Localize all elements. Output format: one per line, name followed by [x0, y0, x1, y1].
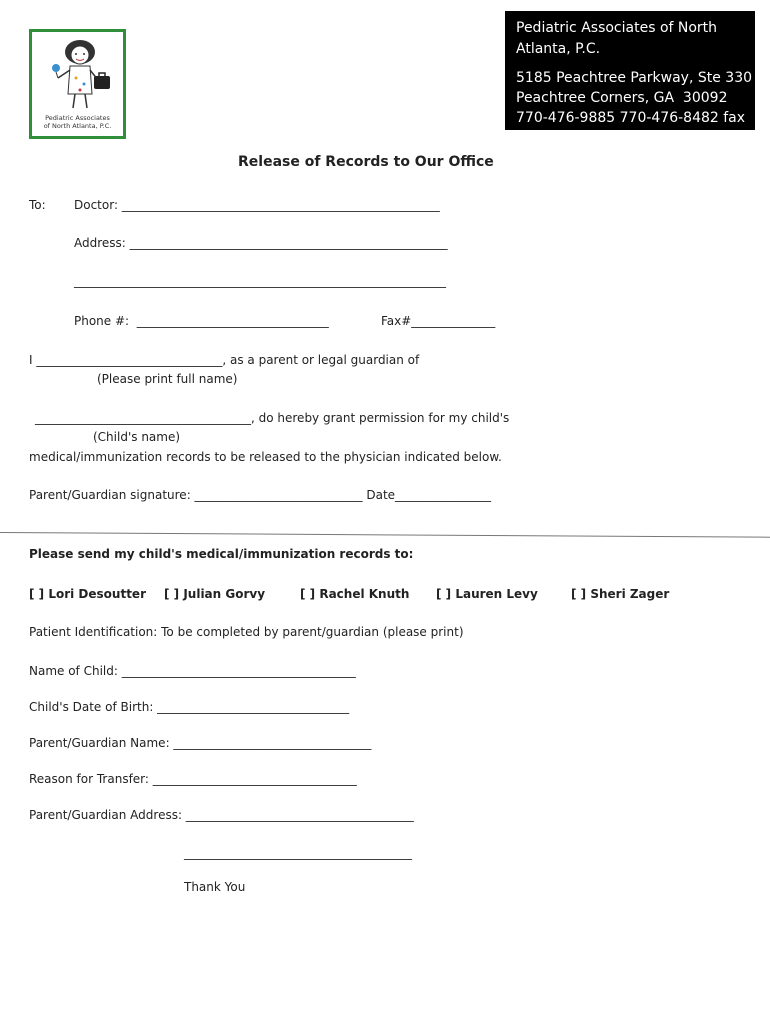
release-statement: medical/immunization records to be released to the physician indicated below.	[29, 450, 502, 464]
address-continued-field[interactable]: ______________________________________________________________	[74, 274, 446, 288]
transfer-reason-field[interactable]: Reason for Transfer: __________________________________	[29, 772, 357, 786]
logo-text	[32, 114, 123, 130]
physician-checkbox-desoutter[interactable]: [ ] Lori Desoutter	[29, 587, 146, 601]
practice-logo	[29, 29, 126, 139]
physician-checkbox-levy[interactable]: [ ] Lauren Levy	[436, 587, 538, 601]
child-dob-field[interactable]: Child's Date of Birth: ________________________________	[29, 700, 350, 714]
practice-name-line2: Atlanta, P.C.	[516, 41, 601, 57]
guardian-address-continued-field[interactable]: ______________________________________	[184, 846, 412, 860]
practice-phone-fax: 770-476-9885 770-476-8482 fax	[516, 110, 746, 126]
physician-checkbox-gorvy[interactable]: [ ] Julian Gorvy	[164, 587, 266, 601]
fax-field[interactable]: Fax#______________	[381, 314, 496, 328]
practice-name-line1: Pediatric Associates of North	[516, 20, 718, 36]
guardian-name-field[interactable]: Parent/Guardian Name: _________________________________	[29, 736, 372, 750]
logo-text-line1: Pediatric Associates	[45, 114, 110, 122]
practice-header-box	[505, 11, 755, 130]
child-name-line[interactable]: ____________________________________, do hereby grant permission for my child's	[35, 411, 510, 425]
parent-name-hint: (Please print full name)	[97, 372, 238, 386]
physician-checkbox-knuth[interactable]: [ ] Rachel Knuth	[300, 587, 410, 601]
practice-address-line2: Peachtree Corners, GA 30092	[516, 90, 728, 106]
signature-line[interactable]: Parent/Guardian signature: ____________________________ Date________________	[29, 488, 492, 502]
logo-text-line2: of North Atlanta, P.C.	[43, 122, 112, 130]
send-records-heading: Please send my child's medical/immunization records to:	[29, 547, 414, 561]
child-name-hint: (Child's name)	[93, 430, 181, 444]
section-divider	[0, 532, 770, 538]
practice-address-line1: 5185 Peachtree Parkway, Ste 330	[516, 70, 753, 86]
child-name-field[interactable]: Name of Child: _______________________________________	[29, 664, 356, 678]
guardian-address-field[interactable]: Parent/Guardian Address: ______________________________________	[29, 808, 414, 822]
parent-name-line[interactable]: I _______________________________, as a parent or legal guardian of	[29, 353, 420, 367]
physician-checkbox-zager[interactable]: [ ] Sheri Zager	[571, 587, 670, 601]
to-label: To:	[29, 198, 46, 212]
doctor-field[interactable]: Doctor: _____________________________________________________	[74, 198, 440, 212]
patient-identification-intro: Patient Identification: To be completed by parent/guardian (please print)	[29, 625, 464, 639]
phone-field[interactable]: Phone #: ________________________________	[74, 314, 329, 328]
doctor-cartoon-icon	[40, 38, 118, 114]
form-title: Release of Records to Our Office	[238, 154, 494, 170]
thank-you-text: Thank You	[184, 880, 246, 894]
address-field[interactable]: Address: _____________________________________________________	[74, 236, 448, 250]
